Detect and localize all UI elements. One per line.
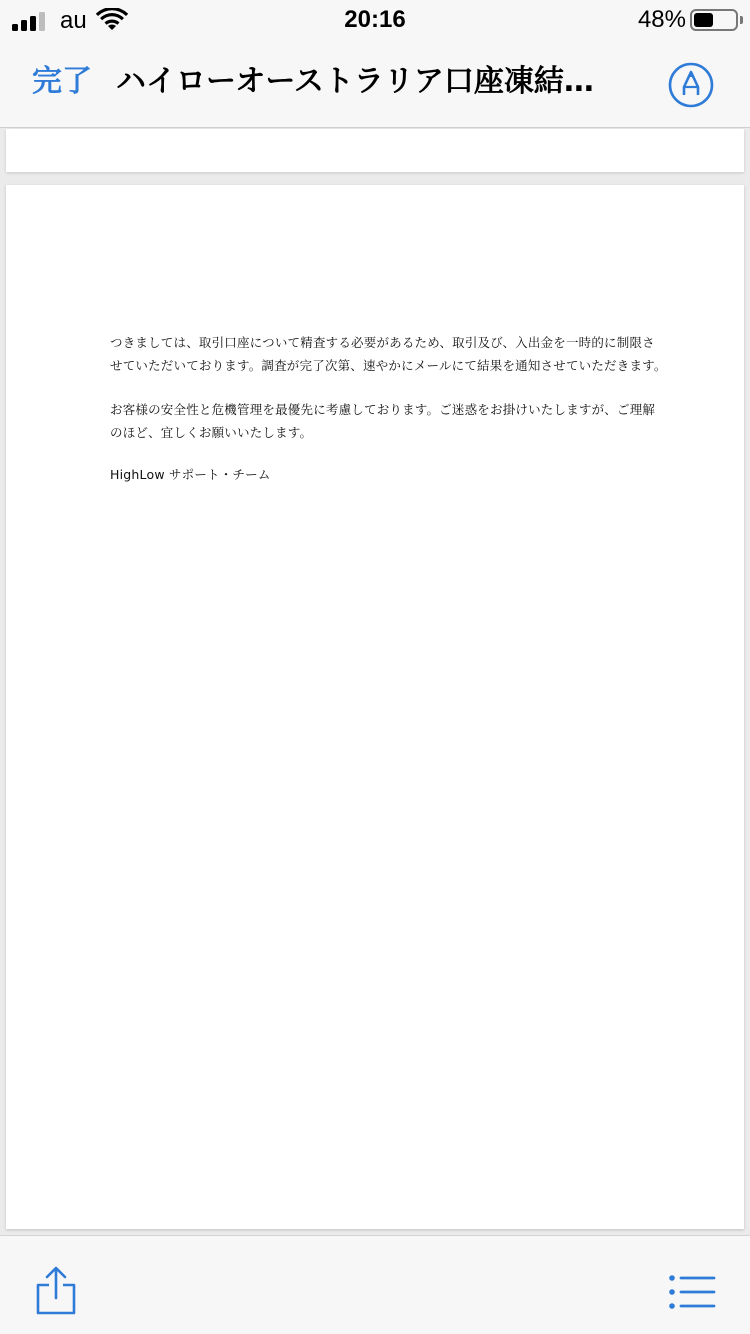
share-icon[interactable] [34,1266,78,1316]
battery-icon [690,9,738,31]
battery-cap [740,16,743,24]
done-button[interactable]: 完了 [32,64,92,99]
previous-page [6,129,744,172]
page-text [110,331,670,507]
markup-pen-icon[interactable] [668,62,714,108]
list-icon[interactable] [668,1274,716,1310]
paragraph-1 [110,331,670,377]
paragraph-2-line-1: お客様の安全性と危機管理を最優先に考慮しております。ご迷惑をお掛けいたしますが、ご理解 [110,402,656,417]
current-page [6,185,744,1229]
navigation-bar [0,40,750,128]
document-viewer[interactable] [0,129,750,1235]
status-bar [0,0,750,40]
paragraph-1-line-1: つきましては、取引口座について精査する必要があるため、取引及び、入出金を一時的に制限さ [110,335,655,350]
paragraph-1-line-2: せていただいております。調査が完了次第、速やかにメールにて結果を通知させていただきます。 [110,358,667,373]
paragraph-2 [110,398,670,444]
bottom-toolbar [0,1235,750,1334]
signature: HighLow サポート・チーム [110,467,271,482]
battery-level-fill [694,13,713,27]
document-title: ハイローオーストラリア口座凍結… [116,64,594,99]
battery-percent: 48% [637,6,686,33]
paragraph-2-line-2: のほど、宜しくお願いいたします。 [110,425,313,440]
carrier-label: au [60,7,87,34]
status-time: 20:16 [344,6,406,33]
